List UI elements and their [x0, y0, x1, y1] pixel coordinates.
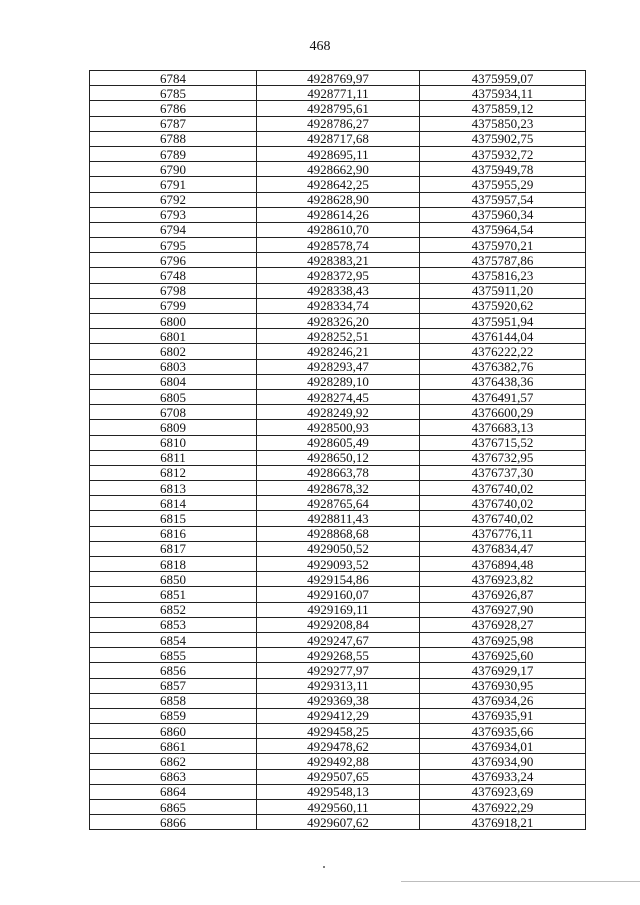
table-row	[90, 693, 586, 708]
y-coordinate-cell: 4375920,62	[420, 298, 586, 313]
table-row	[90, 769, 586, 784]
point-number-cell: 6809	[90, 420, 257, 435]
point-number-cell: 6804	[90, 374, 257, 389]
x-coordinate-cell: 4929548,13	[257, 784, 420, 799]
table-row	[90, 465, 586, 480]
table-row	[90, 359, 586, 374]
y-coordinate-cell: 4376600,29	[420, 405, 586, 420]
table-row	[90, 602, 586, 617]
point-number-cell: 6852	[90, 602, 257, 617]
point-number-cell: 6810	[90, 435, 257, 450]
table-row	[90, 146, 586, 161]
x-coordinate-cell: 4929050,52	[257, 541, 420, 556]
x-coordinate-cell: 4928293,47	[257, 359, 420, 374]
y-coordinate-cell: 4376934,01	[420, 739, 586, 754]
coordinates-table-body	[90, 71, 586, 830]
point-number-cell: 6796	[90, 253, 257, 268]
point-number-cell: 6861	[90, 739, 257, 754]
point-number-cell: 6816	[90, 526, 257, 541]
y-coordinate-cell: 4375951,94	[420, 314, 586, 329]
y-coordinate-cell: 4376935,91	[420, 708, 586, 723]
y-coordinate-cell: 4376740,02	[420, 481, 586, 496]
table-row	[90, 541, 586, 556]
y-coordinate-cell: 4375859,12	[420, 101, 586, 116]
x-coordinate-cell: 4929560,11	[257, 800, 420, 815]
y-coordinate-cell: 4376438,36	[420, 374, 586, 389]
table-row	[90, 511, 586, 526]
y-coordinate-cell: 4375850,23	[420, 116, 586, 131]
y-coordinate-cell: 4375970,21	[420, 238, 586, 253]
y-coordinate-cell: 4376925,60	[420, 648, 586, 663]
y-coordinate-cell: 4376923,82	[420, 572, 586, 587]
x-coordinate-cell: 4929247,67	[257, 632, 420, 647]
x-coordinate-cell: 4929277,97	[257, 663, 420, 678]
y-coordinate-cell: 4376923,69	[420, 784, 586, 799]
table-row	[90, 298, 586, 313]
y-coordinate-cell: 4376740,02	[420, 496, 586, 511]
point-number-cell: 6800	[90, 314, 257, 329]
y-coordinate-cell: 4376740,02	[420, 511, 586, 526]
point-number-cell: 6859	[90, 708, 257, 723]
point-number-cell: 6855	[90, 648, 257, 663]
point-number-cell: 6708	[90, 405, 257, 420]
x-coordinate-cell: 4928628,90	[257, 192, 420, 207]
x-coordinate-cell: 4928610,70	[257, 222, 420, 237]
x-coordinate-cell: 4928289,10	[257, 374, 420, 389]
x-coordinate-cell: 4929160,07	[257, 587, 420, 602]
y-coordinate-cell: 4376934,90	[420, 754, 586, 769]
y-coordinate-cell: 4375949,78	[420, 162, 586, 177]
point-number-cell: 6850	[90, 572, 257, 587]
x-coordinate-cell: 4929369,38	[257, 693, 420, 708]
table-row	[90, 663, 586, 678]
y-coordinate-cell: 4376737,30	[420, 465, 586, 480]
y-coordinate-cell: 4376930,95	[420, 678, 586, 693]
point-number-cell: 6862	[90, 754, 257, 769]
point-number-cell: 6818	[90, 557, 257, 572]
x-coordinate-cell: 4928769,97	[257, 71, 420, 86]
table-row	[90, 283, 586, 298]
table-row	[90, 131, 586, 146]
point-number-cell: 6790	[90, 162, 257, 177]
point-number-cell: 6851	[90, 587, 257, 602]
y-coordinate-cell: 4376776,11	[420, 526, 586, 541]
y-coordinate-cell: 4375934,11	[420, 86, 586, 101]
table-row	[90, 617, 586, 632]
scan-edge-line	[401, 881, 640, 882]
scan-speck	[323, 866, 325, 868]
point-number-cell: 6813	[90, 481, 257, 496]
table-row	[90, 86, 586, 101]
point-number-cell: 6803	[90, 359, 257, 374]
point-number-cell: 6748	[90, 268, 257, 283]
y-coordinate-cell: 4376922,29	[420, 800, 586, 815]
x-coordinate-cell: 4928383,21	[257, 253, 420, 268]
page-number: 468	[309, 39, 331, 54]
table-row	[90, 496, 586, 511]
y-coordinate-cell: 4376894,48	[420, 557, 586, 572]
y-coordinate-cell: 4376929,17	[420, 663, 586, 678]
table-row	[90, 253, 586, 268]
x-coordinate-cell: 4929412,29	[257, 708, 420, 723]
table-row	[90, 557, 586, 572]
x-coordinate-cell: 4928771,11	[257, 86, 420, 101]
table-row	[90, 420, 586, 435]
x-coordinate-cell: 4928663,78	[257, 465, 420, 480]
table-row	[90, 754, 586, 769]
y-coordinate-cell: 4376934,26	[420, 693, 586, 708]
y-coordinate-cell: 4376928,27	[420, 617, 586, 632]
point-number-cell: 6853	[90, 617, 257, 632]
point-number-cell: 6789	[90, 146, 257, 161]
y-coordinate-cell: 4376933,24	[420, 769, 586, 784]
point-number-cell: 6787	[90, 116, 257, 131]
point-number-cell: 6817	[90, 541, 257, 556]
x-coordinate-cell: 4928795,61	[257, 101, 420, 116]
table-row	[90, 724, 586, 739]
y-coordinate-cell: 4376222,22	[420, 344, 586, 359]
point-number-cell: 6857	[90, 678, 257, 693]
table-row	[90, 800, 586, 815]
table-row	[90, 314, 586, 329]
point-number-cell: 6794	[90, 222, 257, 237]
x-coordinate-cell: 4928338,43	[257, 283, 420, 298]
x-coordinate-cell: 4928372,95	[257, 268, 420, 283]
table-row	[90, 268, 586, 283]
point-number-cell: 6805	[90, 389, 257, 404]
table-row	[90, 222, 586, 237]
y-coordinate-cell: 4376491,57	[420, 389, 586, 404]
table-row	[90, 192, 586, 207]
coordinates-table	[89, 70, 586, 830]
x-coordinate-cell: 4928642,25	[257, 177, 420, 192]
x-coordinate-cell: 4928326,20	[257, 314, 420, 329]
y-coordinate-cell: 4375960,34	[420, 207, 586, 222]
point-number-cell: 6814	[90, 496, 257, 511]
table-row	[90, 481, 586, 496]
point-number-cell: 6793	[90, 207, 257, 222]
x-coordinate-cell: 4928678,32	[257, 481, 420, 496]
table-row	[90, 450, 586, 465]
y-coordinate-cell: 4376935,66	[420, 724, 586, 739]
table-row	[90, 587, 586, 602]
table-row	[90, 708, 586, 723]
point-number-cell: 6812	[90, 465, 257, 480]
y-coordinate-cell: 4375932,72	[420, 146, 586, 161]
table-row	[90, 207, 586, 222]
table-row	[90, 435, 586, 450]
point-number-cell: 6791	[90, 177, 257, 192]
table-row	[90, 329, 586, 344]
y-coordinate-cell: 4376144,04	[420, 329, 586, 344]
y-coordinate-cell: 4376926,87	[420, 587, 586, 602]
point-number-cell: 6866	[90, 815, 257, 830]
point-number-cell: 6792	[90, 192, 257, 207]
point-number-cell: 6784	[90, 71, 257, 86]
y-coordinate-cell: 4375911,20	[420, 283, 586, 298]
table-row	[90, 101, 586, 116]
x-coordinate-cell: 4928274,45	[257, 389, 420, 404]
table-row	[90, 344, 586, 359]
point-number-cell: 6801	[90, 329, 257, 344]
y-coordinate-cell: 4376925,98	[420, 632, 586, 647]
table-row	[90, 162, 586, 177]
point-number-cell: 6798	[90, 283, 257, 298]
y-coordinate-cell: 4375959,07	[420, 71, 586, 86]
x-coordinate-cell: 4928786,27	[257, 116, 420, 131]
y-coordinate-cell: 4376732,95	[420, 450, 586, 465]
x-coordinate-cell: 4929093,52	[257, 557, 420, 572]
x-coordinate-cell: 4929154,86	[257, 572, 420, 587]
y-coordinate-cell: 4375957,54	[420, 192, 586, 207]
table-row	[90, 405, 586, 420]
x-coordinate-cell: 4928717,68	[257, 131, 420, 146]
y-coordinate-cell: 4376918,21	[420, 815, 586, 830]
y-coordinate-cell: 4375902,75	[420, 131, 586, 146]
y-coordinate-cell: 4376382,76	[420, 359, 586, 374]
table-row	[90, 177, 586, 192]
x-coordinate-cell: 4928500,93	[257, 420, 420, 435]
x-coordinate-cell: 4929607,62	[257, 815, 420, 830]
table-row	[90, 648, 586, 663]
table-row	[90, 238, 586, 253]
point-number-cell: 6860	[90, 724, 257, 739]
point-number-cell: 6863	[90, 769, 257, 784]
point-number-cell: 6854	[90, 632, 257, 647]
point-number-cell: 6856	[90, 663, 257, 678]
table-row	[90, 71, 586, 86]
point-number-cell: 6858	[90, 693, 257, 708]
x-coordinate-cell: 4928334,74	[257, 298, 420, 313]
table-row	[90, 678, 586, 693]
x-coordinate-cell: 4928650,12	[257, 450, 420, 465]
point-number-cell: 6786	[90, 101, 257, 116]
table-row	[90, 632, 586, 647]
y-coordinate-cell: 4376683,13	[420, 420, 586, 435]
x-coordinate-cell: 4928614,26	[257, 207, 420, 222]
x-coordinate-cell: 4929268,55	[257, 648, 420, 663]
x-coordinate-cell: 4929492,88	[257, 754, 420, 769]
y-coordinate-cell: 4375955,29	[420, 177, 586, 192]
y-coordinate-cell: 4375816,23	[420, 268, 586, 283]
x-coordinate-cell: 4928765,64	[257, 496, 420, 511]
point-number-cell: 6864	[90, 784, 257, 799]
y-coordinate-cell: 4376927,90	[420, 602, 586, 617]
point-number-cell: 6788	[90, 131, 257, 146]
x-coordinate-cell: 4929208,84	[257, 617, 420, 632]
table-row	[90, 389, 586, 404]
table-row	[90, 572, 586, 587]
point-number-cell: 6815	[90, 511, 257, 526]
x-coordinate-cell: 4928695,11	[257, 146, 420, 161]
x-coordinate-cell: 4929169,11	[257, 602, 420, 617]
point-number-cell: 6811	[90, 450, 257, 465]
x-coordinate-cell: 4928249,92	[257, 405, 420, 420]
x-coordinate-cell: 4929313,11	[257, 678, 420, 693]
x-coordinate-cell: 4929478,62	[257, 739, 420, 754]
point-number-cell: 6802	[90, 344, 257, 359]
point-number-cell: 6799	[90, 298, 257, 313]
y-coordinate-cell: 4375787,86	[420, 253, 586, 268]
x-coordinate-cell: 4928246,21	[257, 344, 420, 359]
y-coordinate-cell: 4376834,47	[420, 541, 586, 556]
y-coordinate-cell: 4375964,54	[420, 222, 586, 237]
x-coordinate-cell: 4928252,51	[257, 329, 420, 344]
table-row	[90, 739, 586, 754]
point-number-cell: 6865	[90, 800, 257, 815]
point-number-cell: 6785	[90, 86, 257, 101]
y-coordinate-cell: 4376715,52	[420, 435, 586, 450]
x-coordinate-cell: 4928605,49	[257, 435, 420, 450]
x-coordinate-cell: 4928868,68	[257, 526, 420, 541]
x-coordinate-cell: 4928578,74	[257, 238, 420, 253]
x-coordinate-cell: 4929507,65	[257, 769, 420, 784]
table-row	[90, 116, 586, 131]
point-number-cell: 6795	[90, 238, 257, 253]
x-coordinate-cell: 4928811,43	[257, 511, 420, 526]
table-row	[90, 784, 586, 799]
table-row	[90, 374, 586, 389]
x-coordinate-cell: 4929458,25	[257, 724, 420, 739]
x-coordinate-cell: 4928662,90	[257, 162, 420, 177]
table-row	[90, 526, 586, 541]
table-row	[90, 815, 586, 830]
